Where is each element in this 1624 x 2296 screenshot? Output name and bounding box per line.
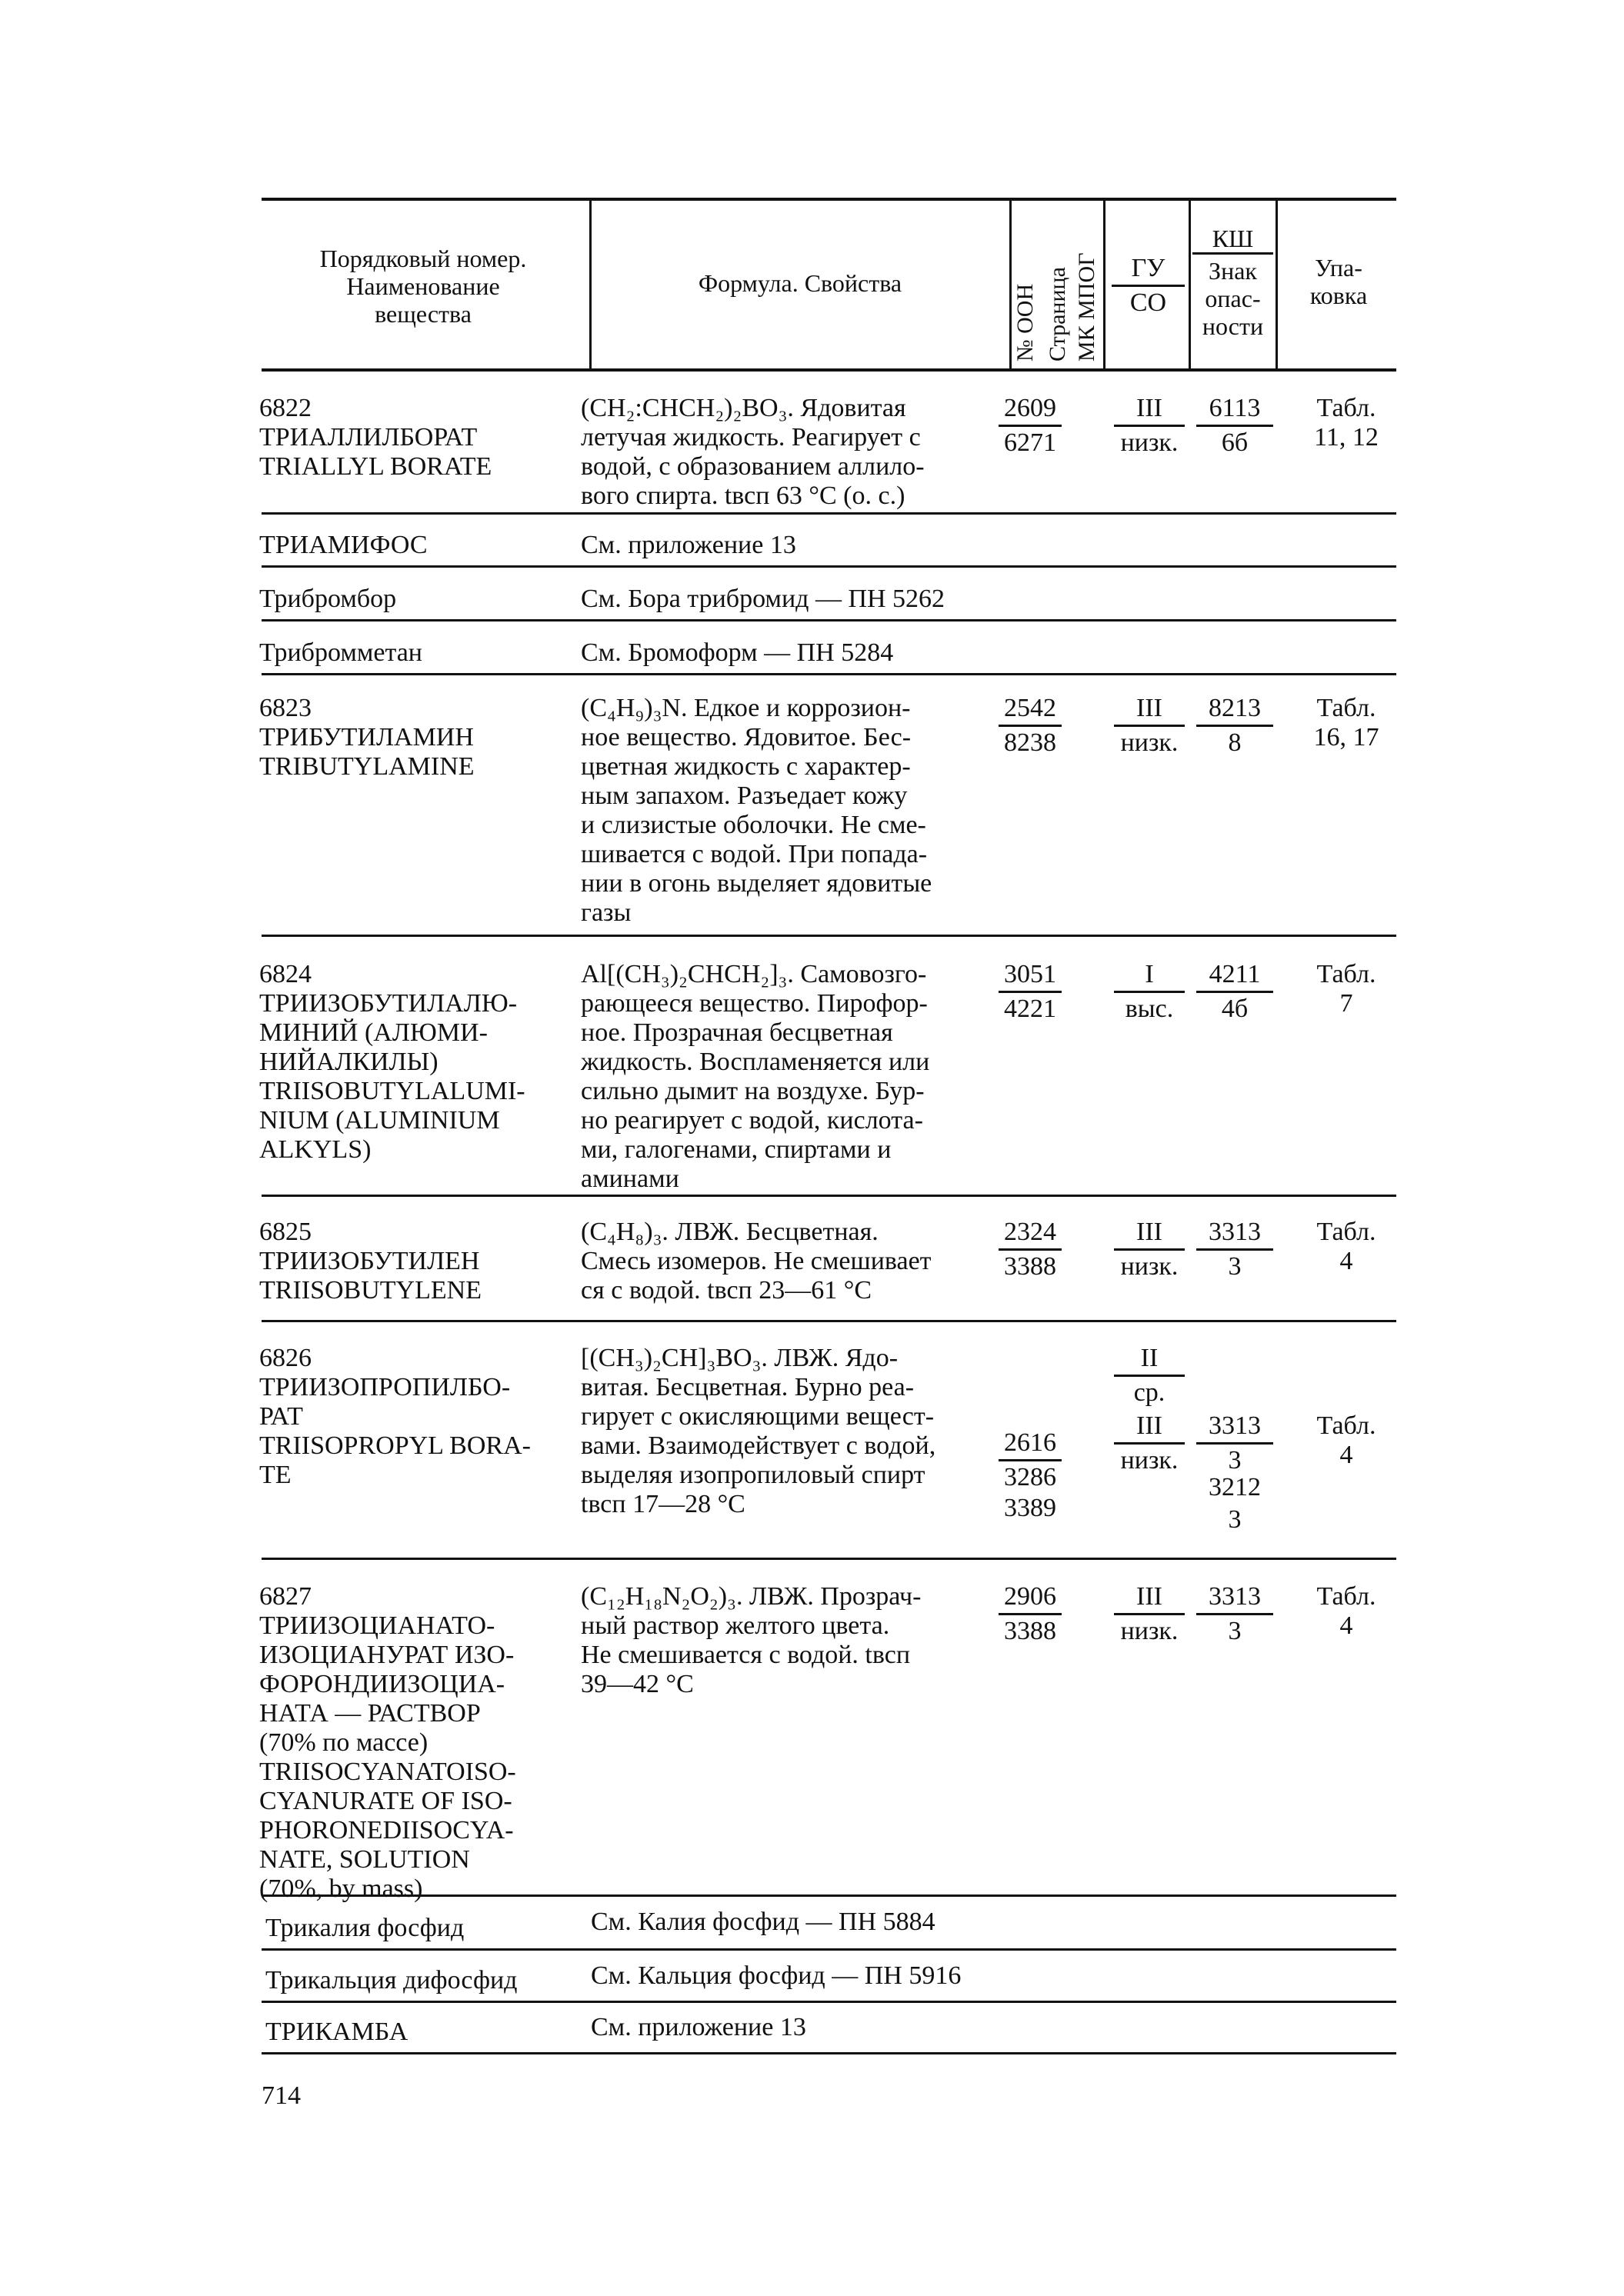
row-6827-so: низк. (1120, 1617, 1179, 1645)
row-6824-sign: 4б (1221, 995, 1249, 1023)
row-6826-so-1: ср. (1133, 1378, 1165, 1407)
row-6826-un-page (999, 1428, 1062, 1523)
header-col-ksh: КШ (1192, 225, 1273, 255)
row-rule (262, 1195, 1396, 1197)
row-6827-props: (C₁₂H₁₈N₂O₂)₃. ЛВЖ. Прозрач- ный раствор желтого цвета. Не смешивается с водой. tвсп 39—42 °С (581, 1582, 922, 1698)
row-6825-ksh-sign (1196, 1218, 1273, 1281)
row-6825-name: 6825 ТРИИЗОБУТИЛЕН TRIISOBUTYLENE (259, 1218, 482, 1305)
row-trikalciya-ref: См. Кальция фосфид — ПН 5916 (591, 1961, 962, 1990)
row-6823-un: 2542 (999, 694, 1062, 727)
header-col-mk: МК МПОГ (1074, 252, 1099, 362)
row-rule (262, 2001, 1396, 2003)
row-rule (262, 1320, 1396, 1322)
row-6826-gu-so-2 (1114, 1411, 1185, 1475)
row-6827-sign: 3 (1228, 1617, 1242, 1645)
row-6826-pack: Табл. 4 (1316, 1411, 1376, 1469)
row-6824-name: 6824 ТРИИЗОБУТИЛАЛЮ- МИНИЙ (АЛЮМИ- НИЙАЛКИЛЫ) TRIISOBUTYLALUMI- NIUM (ALUMINIUM ALKYLS) (259, 960, 525, 1164)
row-6823-un-page (999, 694, 1062, 758)
row-tribrombor-name: Трибромбор (259, 585, 397, 613)
row-6825-so: низк. (1120, 1252, 1179, 1281)
row-6823-ksh-sign (1196, 694, 1273, 758)
row-6824-props: Al[(CH₃)₂CHCH₂]₃. Самовозго- рающееся вещество. Пирофор- ное. Прозрачная бесцветная жидкость. Воспламеняется или сильно дымит на воздухе. Бур- но реагирует с водой, кислота- ми, галогенами, спиртами и аминами (581, 960, 930, 1193)
page-number: 714 (262, 2081, 301, 2110)
row-trikaliya-ref: См. Калия фосфид — ПН 5884 (591, 1908, 935, 1936)
row-rule (262, 673, 1396, 675)
row-6825-gu: III (1114, 1218, 1185, 1251)
row-6826-gu-1: II (1114, 1344, 1185, 1377)
row-6827-name: 6827 ТРИИЗОЦИАНАТО- ИЗОЦИАНУРАТ ИЗО- ФОРОНДИИЗОЦИА- НАТА — РАСТВОР (70% по массе) TRIISOCYANATOISO- CYANURATE OF ISO- PHORONEDIISOCYA- NATE, SOLUTION (70%, by mass) (259, 1582, 516, 1903)
row-6823-page: 8238 (1004, 728, 1056, 757)
header-divider-4 (1189, 199, 1191, 368)
row-tribrommetan-name: Трибромметан (259, 638, 423, 667)
row-rule (262, 565, 1396, 568)
header-divider-5 (1276, 199, 1278, 368)
row-6822-name: 6822 ТРИАЛЛИЛБОРАТ TRIALLYL BORATE (259, 394, 492, 481)
row-6824-un: 3051 (999, 960, 1062, 993)
header-col-formula: Формула. Свойства (698, 269, 902, 297)
row-6826-gu-so-1 (1114, 1344, 1185, 1408)
row-rule (262, 512, 1396, 515)
row-6825-un: 2324 (999, 1218, 1062, 1251)
row-rule (262, 1558, 1396, 1560)
header-bottom-rule (262, 368, 1396, 372)
row-6823-gu-so (1114, 694, 1185, 758)
header-col-name: Порядковый номер. Наименование вещества (319, 245, 527, 328)
row-6822-ksh: 6113 (1196, 394, 1273, 427)
row-6826-ksh-2: 3212 (1209, 1473, 1261, 1501)
row-6827-ksh-sign (1196, 1582, 1273, 1646)
row-6826-ksh-sign-2 (1196, 1473, 1273, 1535)
row-rule (262, 935, 1396, 937)
row-rule (262, 1948, 1396, 1951)
header-divider-3 (1103, 199, 1105, 368)
row-6825-pack: Табл. 4 (1316, 1218, 1376, 1275)
row-6823-ksh: 8213 (1196, 694, 1273, 727)
row-6822-un: 2609 (999, 394, 1062, 427)
row-6824-un-page (999, 960, 1062, 1024)
row-6823-sign: 8 (1228, 728, 1242, 757)
header-top-rule (262, 198, 1396, 201)
row-6824-gu-so (1114, 960, 1185, 1024)
row-tribrombor-ref: См. Бора трибромид — ПН 5262 (581, 585, 945, 613)
row-trikalciya-name: Трикальция дифосфид (265, 1966, 518, 1994)
row-6826-name: 6826 ТРИИЗОПРОПИЛБО- РАТ TRIISOPROPYL BORA- TE (259, 1344, 531, 1489)
row-triamifos-ref: См. приложение 13 (581, 531, 796, 559)
header-col-page: Страница (1045, 267, 1070, 362)
row-6827-gu-so (1114, 1582, 1185, 1646)
row-6827-pack: Табл. 4 (1316, 1582, 1376, 1640)
row-6826-ksh-sign (1196, 1411, 1273, 1475)
row-6825-un-page (999, 1218, 1062, 1281)
row-6827-ksh: 3313 (1196, 1582, 1273, 1615)
row-6826-sign: 3 (1228, 1446, 1242, 1475)
row-6824-gu: I (1114, 960, 1185, 993)
row-6825-props: (C₄H₈)₃. ЛВЖ. Бесцветная. Смесь изомеров. Не смешивает ся с водой. tвсп 23—61 °С (581, 1218, 932, 1305)
row-rule (262, 1894, 1396, 1897)
row-6824-page: 4221 (1004, 995, 1056, 1023)
row-rule (262, 619, 1396, 621)
row-6822-gu: III (1114, 394, 1185, 427)
row-6826-so-2: низк. (1120, 1446, 1179, 1475)
row-6823-name: 6823 ТРИБУТИЛАМИН TRIBUTYLAMINE (259, 694, 475, 781)
row-6827-gu: III (1114, 1582, 1185, 1615)
row-6826-page2: 3389 (1004, 1494, 1056, 1522)
header-col-gu-so (1112, 254, 1185, 318)
row-6822-sign: 6б (1221, 428, 1249, 457)
row-6822-gu-so (1114, 394, 1185, 458)
row-6822-page: 6271 (1004, 428, 1056, 457)
row-6823-props: (C₄H₉)₃N. Едкое и коррозион- ное вещество. Ядовитое. Бес- цветная жидкость с характер- ным запахом. Разъедает кожу и слизистые оболочки. Не сме- шивается с водой. При попада- нии в огонь выделяет ядовитые газы (581, 694, 932, 927)
row-6827-un: 2906 (999, 1582, 1062, 1615)
row-6826-ksh: 3313 (1196, 1411, 1273, 1445)
row-trikamba-name: ТРИКАМБА (265, 2018, 409, 2046)
header-col-un: № ООН (1012, 283, 1038, 362)
row-6822-ksh-sign (1196, 394, 1273, 458)
row-6824-ksh: 4211 (1196, 960, 1273, 993)
row-6822-un-page (999, 394, 1062, 458)
row-6826-props: [(CH₃)₂CH]₃BO₃. ЛВЖ. Ядо- витая. Бесцветная. Бурно реа- гирует с окисляющими вещест- вами. Взаимодействует с водой, выделяя изопропиловый спирт tвсп 17—28 °С (581, 1344, 936, 1518)
row-6827-page: 3388 (1004, 1617, 1056, 1645)
row-6826-un: 2616 (999, 1428, 1062, 1461)
row-6826-gu-2: III (1114, 1411, 1185, 1445)
header-col-sign: Знак опас- ности (1202, 257, 1264, 340)
row-6823-so: низк. (1120, 728, 1179, 757)
row-6823-gu: III (1114, 694, 1185, 727)
row-6825-page: 3388 (1004, 1252, 1056, 1281)
row-trikaliya-name: Трикалия фосфид (265, 1914, 465, 1942)
row-6822-pack: Табл. 11, 12 (1314, 394, 1379, 452)
header-gu: ГУ (1112, 254, 1185, 287)
row-6826-page: 3286 (1004, 1463, 1056, 1491)
header-col-pack: Упа- ковка (1309, 254, 1368, 309)
row-6827-un-page (999, 1582, 1062, 1646)
row-tribrommetan-ref: См. Бромоформ — ПН 5284 (581, 638, 894, 667)
row-6822-props: (CH₂:CHCH₂)₂BO₃. Ядовитая летучая жидкость. Реагирует с водой, с образованием аллило- вого спирта. tвсп 63 °С (о. с.) (581, 394, 925, 510)
row-6824-pack: Табл. 7 (1316, 960, 1376, 1018)
header-divider-2 (1009, 199, 1012, 368)
row-6822-so: низк. (1120, 428, 1179, 457)
header-divider-1 (589, 199, 592, 368)
row-6824-ksh-sign (1196, 960, 1273, 1024)
row-6823-pack: Табл. 16, 17 (1313, 694, 1379, 751)
row-rule (262, 2052, 1396, 2054)
row-6825-ksh: 3313 (1196, 1218, 1273, 1251)
row-triamifos-name: ТРИАМИФОС (259, 531, 428, 559)
row-6825-sign: 3 (1228, 1252, 1242, 1281)
row-6825-gu-so (1114, 1218, 1185, 1281)
row-trikamba-ref: См. приложение 13 (591, 2013, 806, 2041)
row-6824-so: выс. (1125, 995, 1174, 1023)
header-so: СО (1129, 288, 1167, 317)
row-6826-sign-2: 3 (1228, 1505, 1242, 1534)
